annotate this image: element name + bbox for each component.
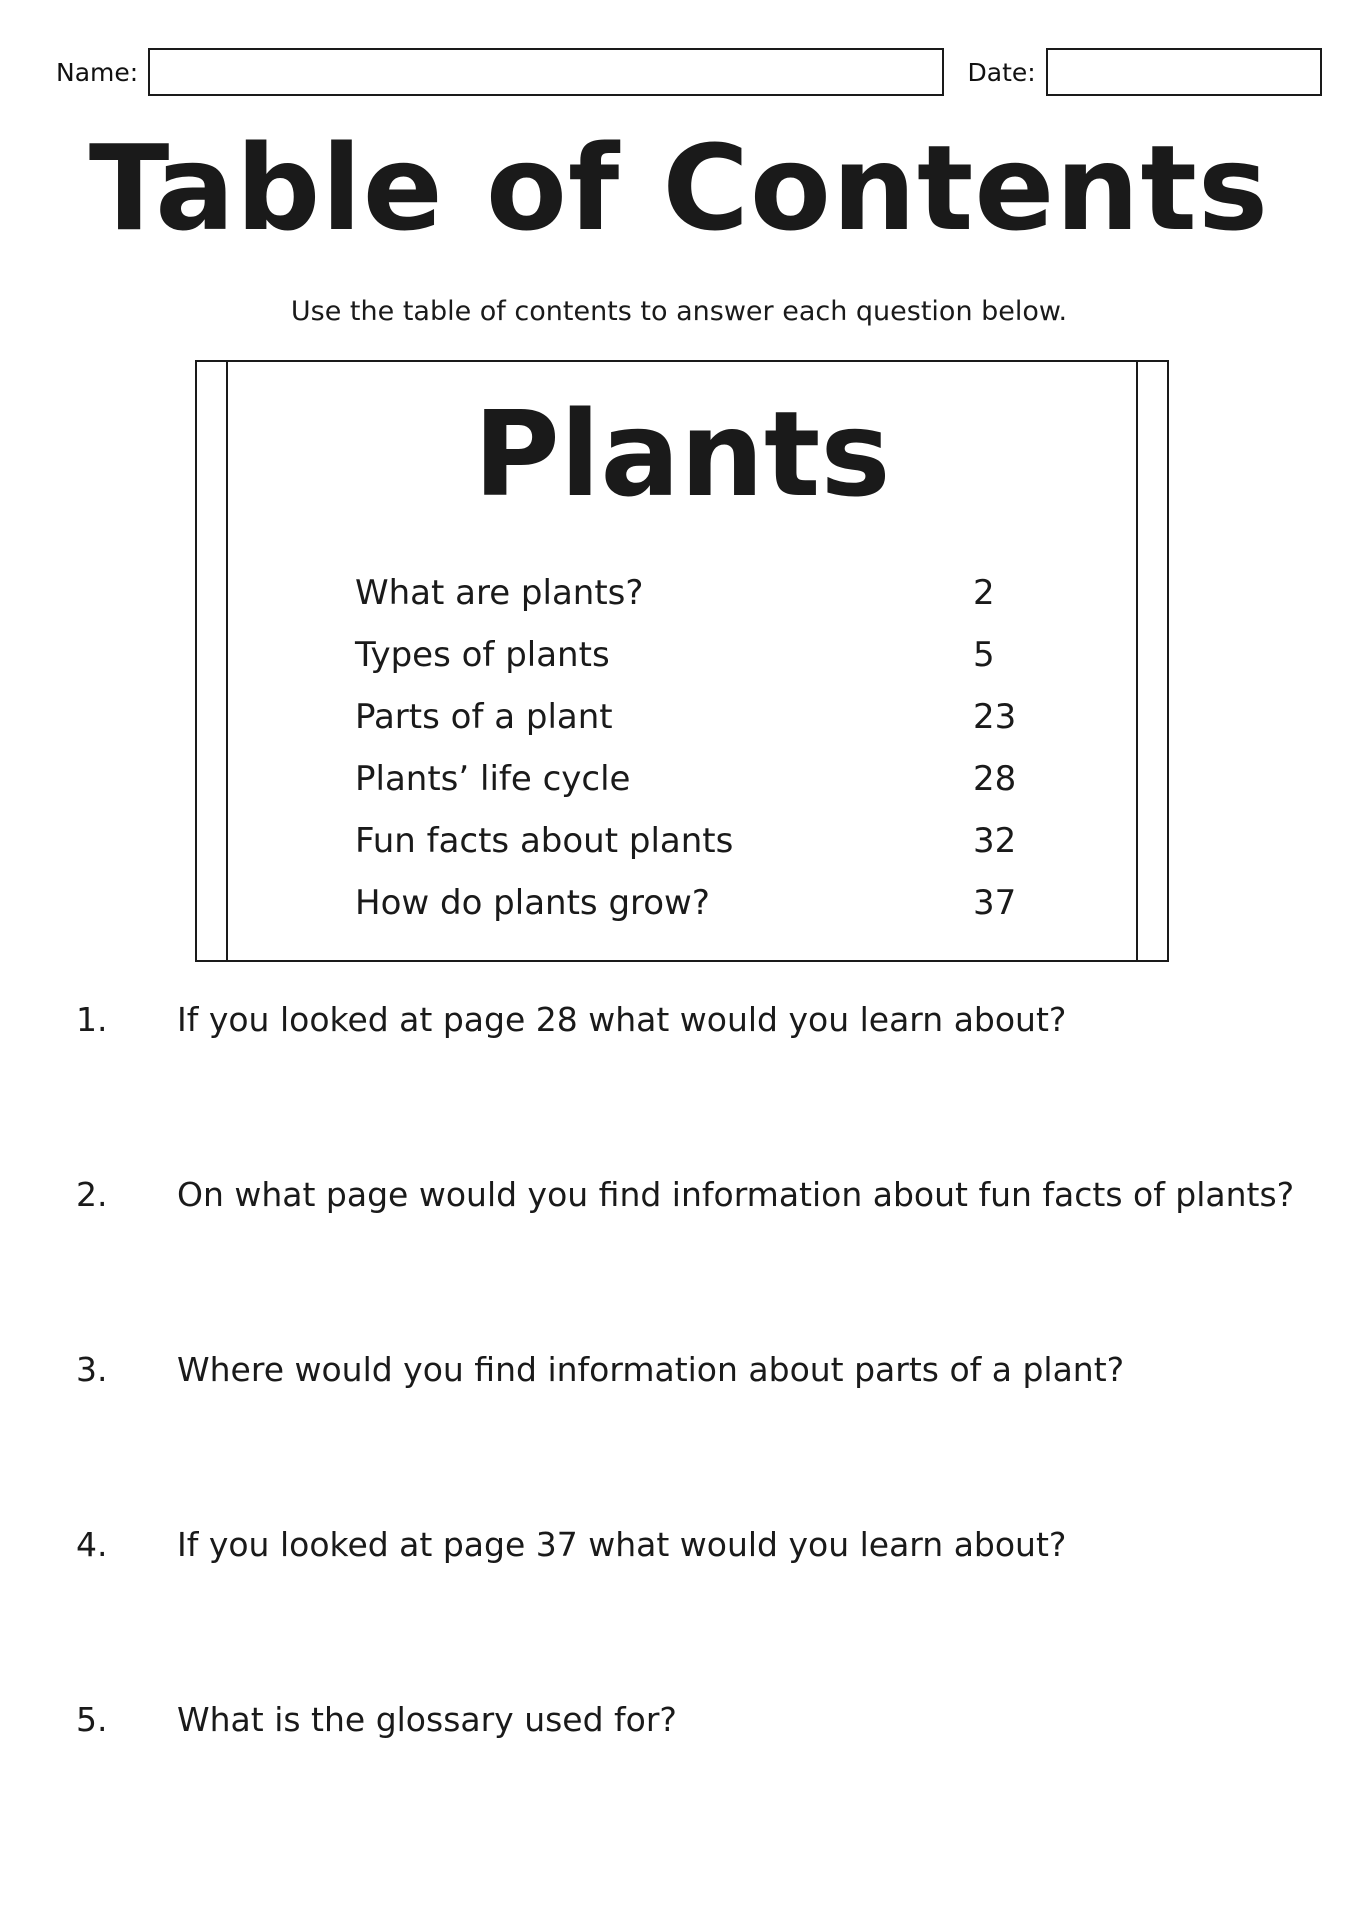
toc-page-number: 2 [973, 573, 995, 613]
toc-row [355, 872, 1055, 934]
question-item [76, 1525, 1336, 1700]
toc-chapter: Types of plants [355, 635, 610, 675]
toc-chapter: Parts of a plant [355, 697, 613, 737]
name-field[interactable] [148, 48, 943, 96]
question-number: 1. [76, 1000, 108, 1039]
date-label: Date: [967, 57, 1036, 87]
book-title: Plants [473, 385, 891, 523]
question-number: 4. [76, 1525, 108, 1564]
question-text: On what page would you find information about fun facts of plants? [177, 1175, 1295, 1214]
page-title: Table of Contents [88, 119, 1270, 257]
question-list [76, 1000, 1336, 1875]
header-row [56, 46, 1322, 98]
question-item [76, 1350, 1336, 1525]
toc-page-number: 28 [973, 759, 1017, 799]
toc-chapter: Fun facts about plants [355, 821, 734, 861]
question-number: 5. [76, 1700, 108, 1739]
instructions: Use the table of contents to answer each question below. [290, 296, 1068, 327]
toc-row [355, 686, 1055, 748]
toc-row [355, 624, 1055, 686]
toc-list [355, 562, 1055, 934]
question-item [76, 1175, 1336, 1350]
date-field[interactable] [1046, 48, 1322, 96]
question-item [76, 1700, 1336, 1875]
toc-chapter: How do plants grow? [355, 883, 710, 923]
toc-page-number: 23 [973, 697, 1017, 737]
question-item [76, 1000, 1336, 1175]
question-number: 3. [76, 1350, 108, 1389]
question-text: If you looked at page 37 what would you learn about? [177, 1525, 1067, 1564]
toc-chapter: Plants’ life cycle [355, 759, 631, 799]
question-text: If you looked at page 28 what would you learn about? [177, 1000, 1067, 1039]
toc-row [355, 562, 1055, 624]
toc-row [355, 810, 1055, 872]
name-label: Name: [56, 57, 139, 87]
toc-row [355, 748, 1055, 810]
question-number: 2. [76, 1175, 108, 1214]
toc-page-number: 37 [973, 883, 1017, 923]
question-text: What is the glossary used for? [177, 1700, 677, 1739]
toc-chapter: What are plants? [355, 573, 644, 613]
book-cover [195, 360, 1169, 962]
toc-page-number: 32 [973, 821, 1017, 861]
question-text: Where would you find information about parts of a plant? [177, 1350, 1125, 1389]
toc-page-number: 5 [973, 635, 995, 675]
